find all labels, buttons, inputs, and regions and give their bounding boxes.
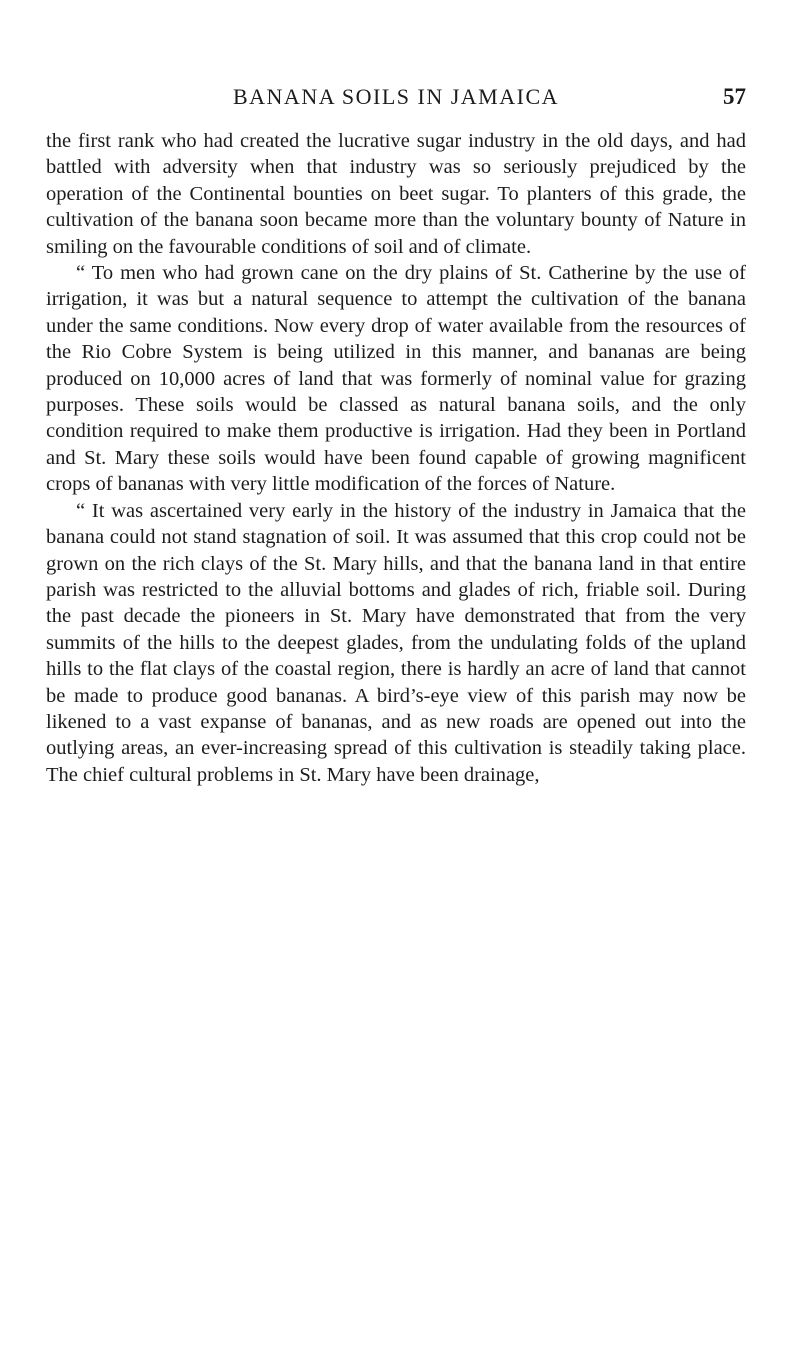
book-page <box>46 0 746 1360</box>
body-text <box>46 128 746 788</box>
paragraph-continuation: the first rank who had created the lucrative sugar industry in the old days, and had battled with adversity when that industry was so seriously prejudiced by the operation of the Continental bounties on beet sugar. To planters of this grade, the cultivation of the banana soon became more than the voluntary bounty of Nature in smiling on the favourable conditions of soil and of climate. <box>46 130 746 258</box>
running-header <box>46 84 746 114</box>
running-title: BANANA SOILS IN JAMAICA <box>232 84 560 109</box>
paragraph-st-catherine: “ To men who had grown cane on the dry plains of St. Catherine by the use of irrigation, it was but a natural sequence to attempt the cultivation of the banana under the same conditions. Now every drop of water available from the resources of the Rio Cobre System is being utilized in this manner, and bananas are being produced on 10,000 acres of land that was formerly of nominal value for grazing purposes. These soils would be classed as natural banana soils, and the only condition required to make them productive is irrigation. Had they been in Portland and St. Mary these soils would have been found capable of growing magnificent crops of bananas with very little modification of the forces of Nature. <box>46 262 746 496</box>
page-number: 57 <box>723 84 746 109</box>
paragraph-st-mary: “ It was ascertained very early in the history of the industry in Jamaica that the banana could not stand stagnation of soil. It was assumed that this crop could not be grown on the rich clays of the St. Mary hills, and that the banana land in that entire parish was restricted to the alluvial bottoms and glades of rich, friable soil. During the past decade the pioneers in St. Mary have demonstrated that from the very summits of the hills to the deepest glades, from the undulating folds of the upland hills to the flat clays of the coastal region, there is hardly an acre of land that cannot be made to produce good bananas. A bird’s-eye view of this parish may now be likened to a vast expanse of bananas, and as new roads are opened out into the outlying areas, an ever-increasing spread of this cultivation is steadily taking place. The chief cultural problems in St. Mary have been drainage, <box>46 499 746 786</box>
